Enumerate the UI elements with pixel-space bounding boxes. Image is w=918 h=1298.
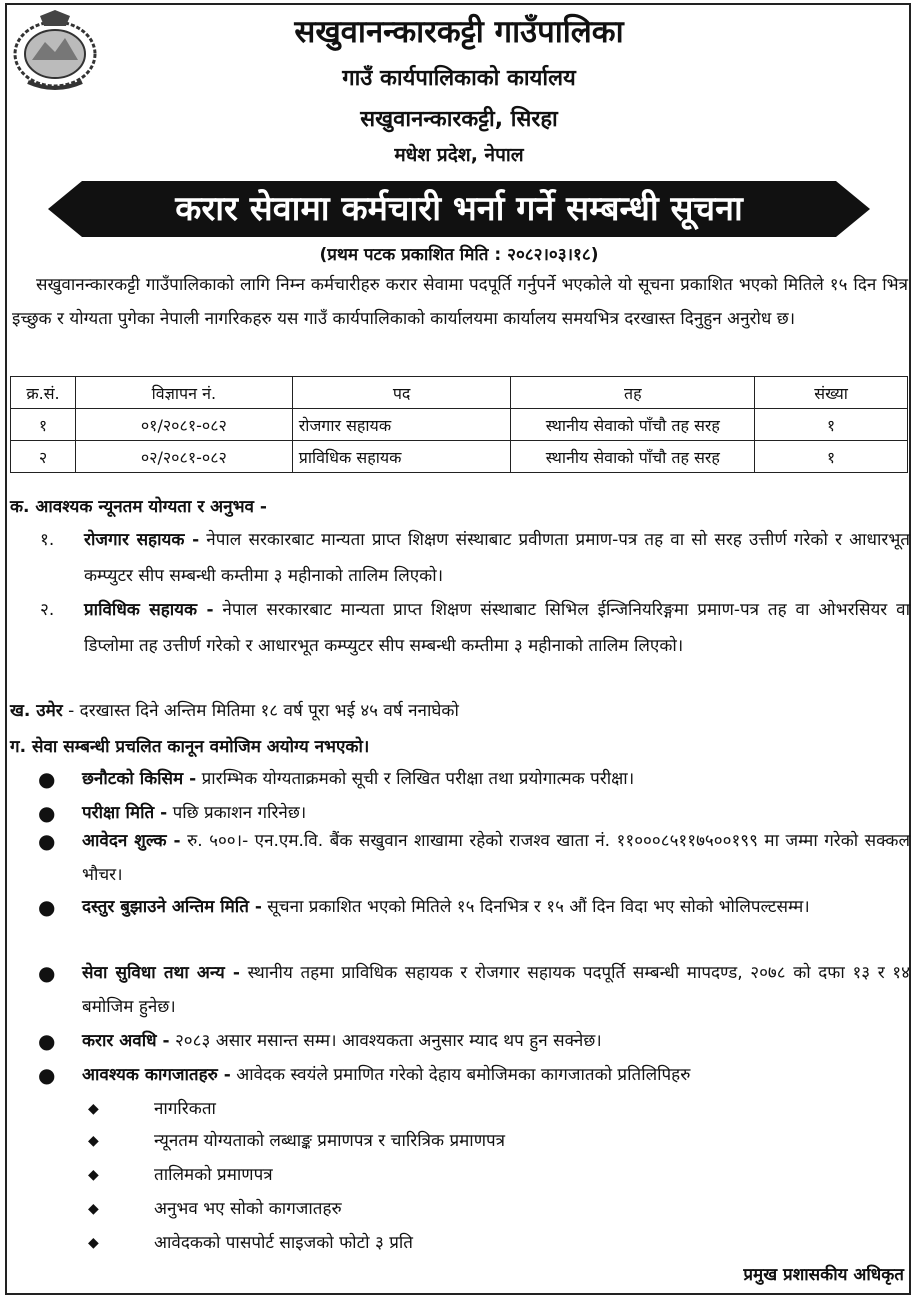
location: सखुवानन्कारकट्टी, सिरहा [360, 107, 558, 132]
cell-level: स्थानीय सेवाको पाँचौ तह सरह [511, 409, 755, 441]
document-label: न्यूनतम योग्यताको लब्धाङ्क प्रमाणपत्र र चारित्रिक प्रमाणपत्र [154, 1131, 506, 1151]
cell-post: रोजगार सहायक [292, 409, 511, 441]
bullet-title: आवेदन शुल्क - [82, 831, 181, 851]
section-kha-title: ख. उमेर [10, 701, 63, 721]
col-count: संख्या [755, 377, 908, 409]
bullet-dot-icon: ● [38, 1029, 56, 1053]
list-item [38, 824, 910, 892]
col-ad-number: विज्ञापन नं. [75, 377, 292, 409]
province: मधेश प्रदेश, नेपाल [394, 144, 524, 166]
vacancy-table [10, 376, 908, 473]
table-row [11, 441, 908, 473]
published-date: (प्रथम पटक प्रकाशित मिति : २०८२।०३।१८) [319, 245, 599, 265]
notice-title: करार सेवामा कर्मचारी भर्ना गर्ने सम्बन्धी सूचना [175, 189, 743, 229]
bullet-dot-icon: ● [38, 829, 56, 853]
list-item [38, 1024, 910, 1058]
col-post: पद [292, 377, 511, 409]
municipality-name: सखुवानन्कारकट्टी गाउँपालिका [294, 14, 624, 50]
item-title: रोजगार सहायक - [84, 530, 200, 550]
document-label: अनुभव भए सोको कागजातहरु [154, 1199, 342, 1219]
qualification-item [40, 592, 910, 664]
cell-post: प्राविधिक सहायक [292, 441, 511, 473]
cell-serial: १ [11, 409, 76, 441]
section-ga: ग. सेवा सम्बन्धी प्रचलित कानून वमोजिम अयोग्य नभएको। [10, 737, 370, 757]
document-label: आवेदकको पासपोर्ट साइजको फोटो ३ प्रति [154, 1233, 413, 1253]
section-kha-text: - दरखास्त दिने अन्तिम मितिमा १८ वर्ष पूरा भई ४५ वर्ष ननाघेको [62, 701, 459, 721]
bullet-text: स्थानीय तहमा प्राविधिक सहायक र रोजगार सहायक पदपूर्ति सम्बन्धी मापदण्ड, २०७८ को दफा १३ र १४ बमोजिम हुनेछ। [82, 963, 910, 1017]
bullet-dot-icon: ● [38, 895, 56, 919]
bullet-dot-icon: ● [38, 961, 56, 985]
cell-level: स्थानीय सेवाको पाँचौ तह सरह [511, 441, 755, 473]
document-label: नागरिकता [154, 1099, 216, 1119]
bullet-title: दस्तुर बुझाउने अन्तिम मिति - [82, 897, 262, 917]
diamond-bullet-icon: ◆ [88, 1101, 99, 1117]
list-item [38, 956, 910, 1024]
col-level: तह [511, 377, 755, 409]
bullet-text: पछि प्रकाशन गरिनेछ। [167, 803, 307, 823]
signatory: प्रमुख प्रशासकीय अधिकृत [743, 1265, 904, 1285]
item-text: नेपाल सरकारबाट मान्यता प्राप्त शिक्षण संस्थाबाट सिभिल ईन्जिनियरिङ्गमा प्रमाण-पत्र तह वा ओभरसियर वा डिप्लोमा तह उत्तीर्ण गरेको र आधारभूत कम्प्युटर सीप सम्बन्धी कम्तीमा ३ महीनाको तालिम लिएको। [84, 600, 910, 656]
list-item [38, 890, 910, 924]
table-header-row [11, 377, 908, 409]
cell-ad-number: ०२/२०८१-०८२ [75, 441, 292, 473]
bullet-text: प्रारम्भिक योग्यताक्रमको सूची र लिखित परीक्षा तथा प्रयोगात्मक परीक्षा। [196, 769, 635, 789]
cell-ad-number: ०१/२०८१-०८२ [75, 409, 292, 441]
office-name: गाउँ कार्यपालिकाको कार्यालय [342, 66, 576, 91]
item-text: नेपाल सरकारबाट मान्यता प्राप्त शिक्षण संस्थाबाट प्रवीणता प्रमाण-पत्र तह वा सो सरह उत्तीर्ण गरेको र आधारभूत कम्प्युटर सीप सम्बन्धी कम्तीमा ३ महीनाको तालिम लिएको। [84, 530, 910, 586]
bullet-dot-icon: ● [38, 767, 56, 791]
bullet-title: करार अवधि - [82, 1031, 170, 1051]
bullet-text: सूचना प्रकाशित भएको मितिले १५ दिनभित्र र १५ औं दिन विदा भए सोको भोलिपल्टसम्म। [261, 897, 810, 917]
table-row [11, 409, 908, 441]
item-title: प्राविधिक सहायक - [84, 600, 214, 620]
list-item [38, 762, 910, 796]
section-kha [10, 698, 459, 721]
item-number: १. [40, 530, 55, 550]
bullet-title: परीक्षा मिति - [82, 803, 168, 823]
cell-serial: २ [11, 441, 76, 473]
bullet-title: सेवा सुविधा तथा अन्य - [82, 963, 240, 983]
document-label: तालिमको प्रमाणपत्र [154, 1165, 273, 1185]
bullet-title: आवश्यक कागजातहरु - [82, 1065, 231, 1085]
bullet-text: २०८३ असार मसान्त सम्म। आवश्यकता अनुसार म्याद थप हुन सक्नेछ। [169, 1031, 602, 1051]
diamond-bullet-icon: ◆ [88, 1235, 99, 1251]
cell-count: १ [755, 441, 908, 473]
diamond-bullet-icon: ◆ [88, 1133, 99, 1149]
diamond-bullet-icon: ◆ [88, 1201, 99, 1217]
diamond-bullet-icon: ◆ [88, 1167, 99, 1183]
bullet-text: आवेदक स्वयंले प्रमाणित गरेको देहाय बमोजिमका कागजातको प्रतिलिपिहरु [230, 1065, 691, 1085]
section-ka-heading: क. आवश्यक न्यूनतम योग्यता र अनुभव - [10, 497, 267, 517]
qualification-item [40, 522, 910, 594]
list-item [38, 1058, 910, 1092]
col-serial: क्र.सं. [11, 377, 76, 409]
bullet-dot-icon: ● [38, 801, 56, 825]
bullet-text: रु. ५००।- एन.एम.वि. बैंक सखुवान शाखामा रहेको राजश्व खाता नं. ११०००८५११७५००१९९ मा जम्मा गरेको सक्कल भौचर। [82, 831, 910, 885]
item-number: २. [40, 600, 55, 620]
cell-count: १ [755, 409, 908, 441]
intro-paragraph: सखुवानन्कारकट्टी गाउँपालिकाको लागि निम्न कर्मचारीहरु करार सेवामा पदपूर्ति गर्नुपर्ने भएकोले यो सूचना प्रकाशित भएको मितिले १५ दिन भित्र इच्छुक र योग्यता पुगेका नेपाली नागरिकहरु यस गाउँ कार्यपालिकाको कार्यालयमा कार्यालय समयभित्र दरखास्त दिनुहुन अनुरोध छ। [12, 275, 908, 329]
bullet-title: छनौटको किसिम - [82, 769, 197, 789]
bullet-dot-icon: ● [38, 1063, 56, 1087]
